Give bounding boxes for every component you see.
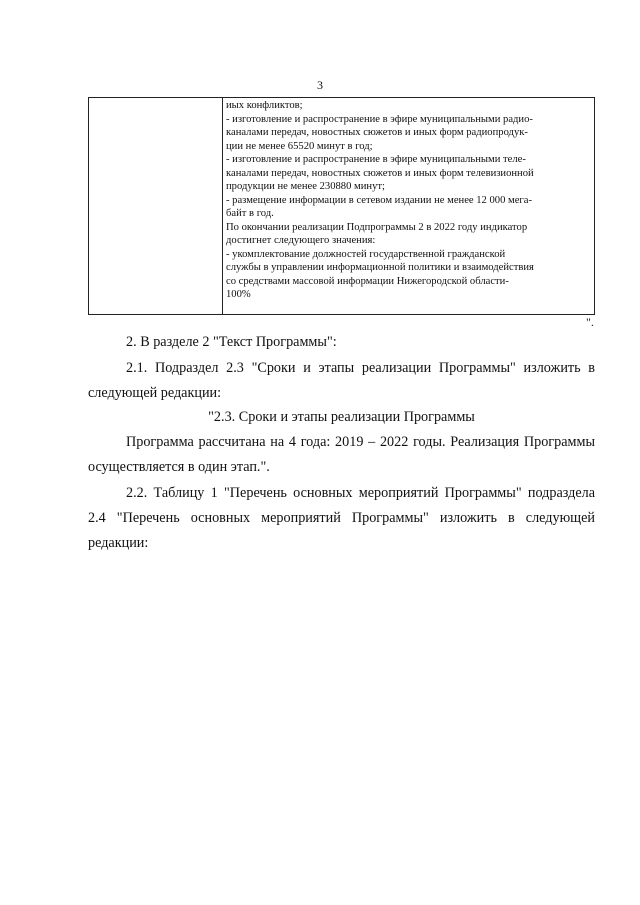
program-table-fragment — [88, 97, 595, 315]
table-line: - изготовление и распространение в эфире муниципальными теле- — [226, 154, 526, 165]
table-line: - размещение информации в сетевом издании не менее 12 000 мега- — [226, 194, 533, 206]
table-line: каналами передач, новостных сюжетов и иных форм телевизионной — [226, 167, 534, 179]
table-closing-quote: ". — [586, 315, 594, 329]
table-line: - укомплектование должностей государственной гражданской — [226, 248, 506, 260]
table-line: продукции не менее 230880 минут; — [226, 181, 385, 192]
table-line: 100% — [226, 289, 251, 300]
table-line: По окончании реализации Подпрограммы 2 в 2022 году индикатор — [226, 221, 528, 233]
program-timeline-paragraph: Программа рассчитана на 4 года: 2019 – 2022 годы. Реализация Программы осуществляется в один этап.". — [88, 434, 595, 475]
table-line: достигнет следующего значения: — [226, 235, 376, 246]
table-left-cell — [89, 98, 223, 314]
subsection-2-2-paragraph: 2.2. Таблицу 1 "Перечень основных мероприятий Программы" подраздела 2.4 "Перечень основных мероприятий Программы" изложить в следующей редакции: — [88, 485, 595, 551]
table-line: байт в год. — [226, 208, 274, 219]
section-2-heading: 2. В разделе 2 "Текст Программы": — [126, 334, 337, 350]
table-line: ции не менее 65520 минут в год; — [226, 140, 373, 152]
page-number: 3 — [317, 78, 323, 92]
table-line: службы в управлении информационной политики и взаимодействия — [226, 262, 534, 273]
subsection-2-3-title: "2.3. Сроки и этапы реализации Программы — [208, 409, 475, 425]
table-line: со средствами массовой информации Нижегородской области- — [226, 275, 509, 287]
table-line: иых конфликтов; — [226, 100, 303, 111]
table-line: каналами передач, новостных сюжетов и иных форм радиопродук- — [226, 127, 528, 138]
subsection-2-1-paragraph: 2.1. Подраздел 2.3 "Сроки и этапы реализации Программы" изложить в следующей редакции: — [88, 360, 595, 401]
table-right-cell — [223, 98, 594, 314]
table-line: - изготовление и распространение в эфире муниципальными радио- — [226, 113, 533, 125]
